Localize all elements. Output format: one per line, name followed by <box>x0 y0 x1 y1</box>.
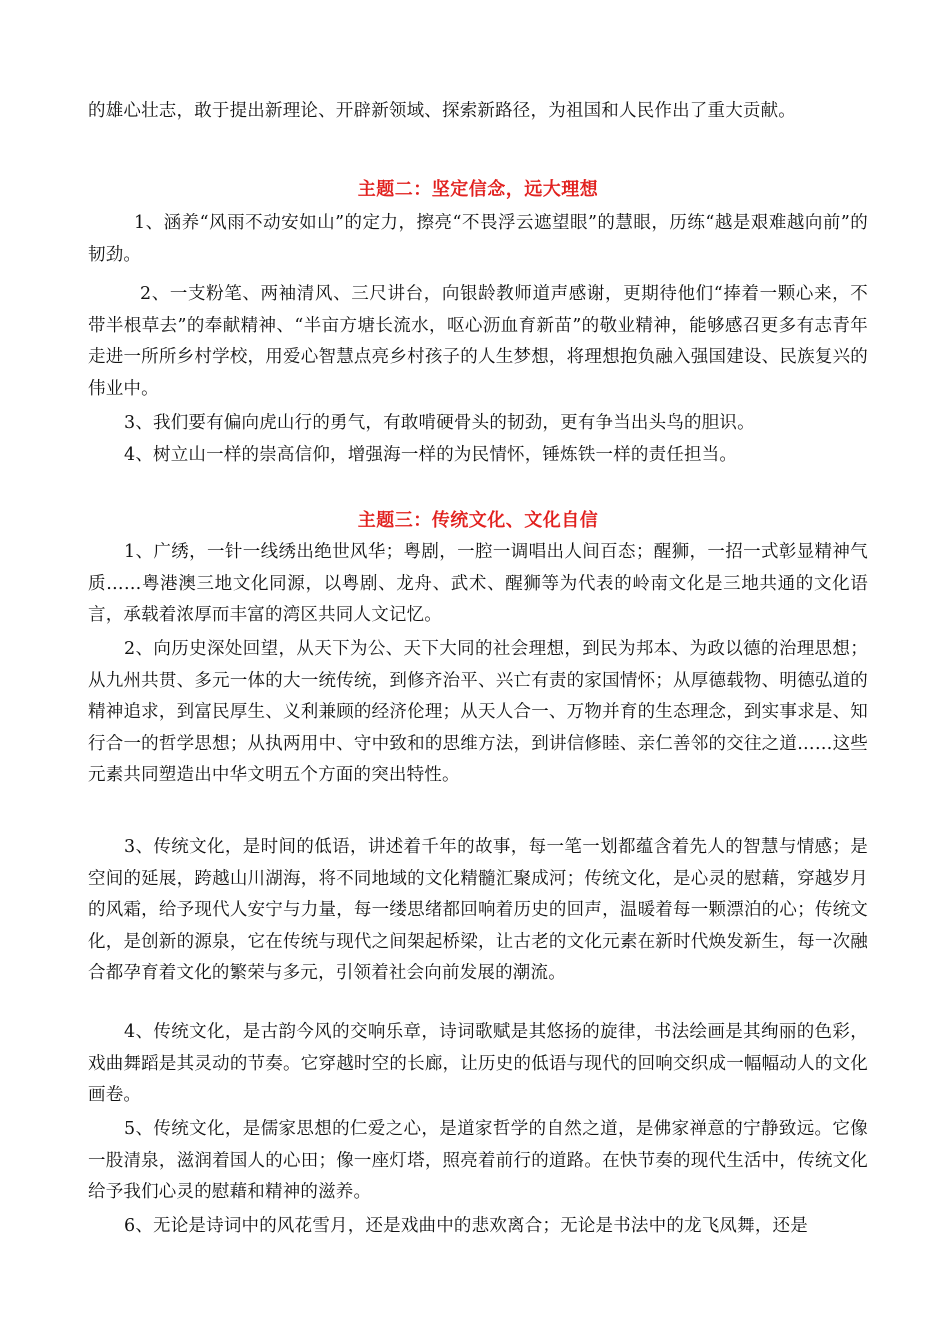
theme-3-item-1: 1、广绣，一针一线绣出绝世风华；粤剧，一腔一调唱出人间百态；醒狮，一招一式彰显精神气质……粤港澳三地文化同源，以粤剧、龙舟、武术、醒狮等为代表的岭南文化是三地共通的文化语言，承载着浓厚而丰富的湾区共同人文记忆。 <box>88 542 868 625</box>
theme-2-item-2: 2、一支粉笔、两袖清风、三尺讲台，向银龄教师道声感谢，更期待他们“捧着一颗心来，不带半根草去”的奉献精神、“半亩方塘长流水，呕心沥血育新苗”的敬业精神，能够感召更多有志青年走进一所所乡村学校，用爱心智慧点亮乡村孩子的人生梦想，将理想抱负融入强国建设、民族复兴的伟业中。 <box>88 284 868 399</box>
paragraph-continuation: 的雄心壮志，敢于提出新理论、开辟新领域、探索新路径，为祖国和人民作出了重大贡献。 <box>88 101 796 121</box>
theme-3-item-4: 4、传统文化，是古韵今风的交响乐章，诗词歌赋是其悠扬的旋律，书法绘画是其绚丽的色彩，戏曲舞蹈是其灵动的节奏。它穿越时空的长廊，让历史的低语与现代的回响交织成一幅幅动人的文化画卷。 <box>88 1022 868 1105</box>
theme-3-item-2: 2、向历史深处回望，从天下为公、天下大同的社会理想，到民为邦本、为政以德的治理思想；从九州共贯、多元一体的大一统传统，到修齐治平、兴亡有责的家国情怀；从厚德载物、明德弘道的精神追求，到富民厚生、义利兼顾的经济伦理；从天人合一、万物并育的生态理念，到实事求是、知行合一的哲学思想；从执两用中、守中致和的思维方法，到讲信修睦、亲仁善邻的交往之道……这些元素共同塑造出中华文明五个方面的突出特性。 <box>88 639 868 785</box>
theme-2-item-1: 1、涵养“风雨不动安如山”的定力，擦亮“不畏浮云遮望眼”的慧眼，历练“越是艰难越向前”的韧劲。 <box>88 213 868 265</box>
section-heading-theme-2: 主题二：坚定信念，远大理想 <box>357 179 599 200</box>
section-heading-theme-3: 主题三：传统文化、文化自信 <box>357 510 599 531</box>
theme-3-item-6: 6、无论是诗词中的风花雪月，还是戏曲中的悲欢离合；无论是书法中的龙飞凤舞，还是 <box>124 1216 808 1236</box>
theme-2-item-4: 4、树立山一样的崇高信仰，增强海一样的为民情怀，锤炼铁一样的责任担当。 <box>124 445 738 465</box>
theme-2-item-3: 3、我们要有偏向虎山行的勇气，有敢啃硬骨头的韧劲，更有争当出头鸟的胆识。 <box>124 413 755 433</box>
theme-3-item-5: 5、传统文化，是儒家思想的仁爱之心，是道家哲学的自然之道，是佛家禅意的宁静致远。它像一股清泉，滋润着国人的心田；像一座灯塔，照亮着前行的道路。在快节奏的现代生活中，传统文化给予我们心灵的慰藉和精神的滋养。 <box>88 1119 868 1202</box>
theme-3-item-3: 3、传统文化，是时间的低语，讲述着千年的故事，每一笔一划都蕴含着先人的智慧与情感；是空间的延展，跨越山川湖海，将不同地域的文化精髓汇聚成河；传统文化，是心灵的慰藉，穿越岁月的风霜，给予现代人安宁与力量，每一缕思绪都回响着历史的回声，温暖着每一颗漂泊的心；传统文化，是创新的源泉，它在传统与现代之间架起桥梁，让古老的文化元素在新时代焕发新生，每一次融合都孕育着文化的繁荣与多元，引领着社会向前发展的潮流。 <box>88 837 868 983</box>
